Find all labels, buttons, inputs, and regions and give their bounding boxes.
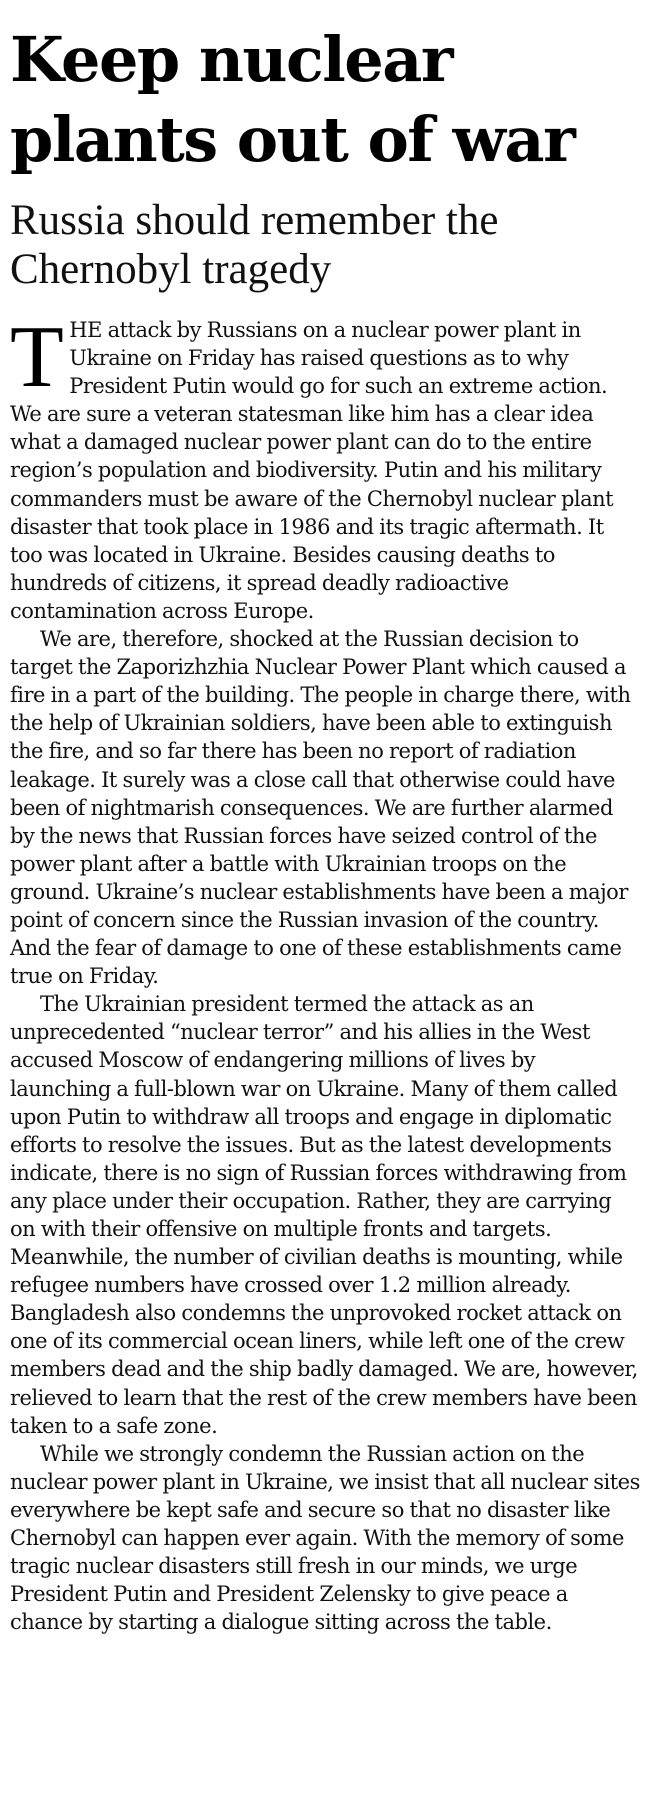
drop-cap: T — [10, 309, 64, 406]
paragraph-4: While we strongly condemn the Russian action on the nuclear power plant in Ukraine, we insist that all nuclear sites everywhere be kept safe and secure so that no disaster like Chernobyl can happen ever again. With the memory of some tragic nuclear disasters still fresh in our minds, we urge President Putin and President Zelensky to give peace a chance by starting a dialogue sitting across the table. — [10, 1441, 640, 1635]
paragraph-1-text: HE attack by Russians on a nuclear power plant in Ukraine on Friday has raised questions as to why President Putin would go for such an extreme action. We are sure a veteran statesman like him has a clear idea what a damaged nuclear power plant can do to the entire region’s population and biodiversity. Putin and his military commanders must be aware of the Chernobyl nuclear plant disaster that took place in 1986 and its tragic aftermath. It too was located in Ukraine. Besides causing deaths to hundreds of citizens, it spread deadly radioactive contamination across Europe. — [10, 318, 614, 623]
paragraph-2: We are, therefore, shocked at the Russian decision to target the Zaporizhzhia Nuclear Power Plant which caused a fire in a part of the building. The people in charge there, with the help of Ukrainian soldiers, have been able to extinguish the fire, and so far there has been no report of radiation leakage. It surely was a close call that otherwise could have been of nightmarish consequences. We are further alarmed by the news that Russian forces have seized control of the power plant after a battle with Ukrainian troops on the ground. Ukraine’s nuclear establishments have been a major point of concern since the Russian invasion of the country. And the fear of damage to one of these establishments came true on Friday. — [10, 627, 631, 989]
paragraph-1 — [10, 309, 640, 625]
headline: Keep nuclear plants out of war — [10, 23, 575, 176]
paragraph-3: The Ukrainian president termed the attack as an unprecedented “nuclear terror” and his allies in the West accused Moscow of endangering millions of lives by launching a full-blown war on Ukraine. Many of them called upon Putin to withdraw all troops and engage in diplomatic efforts to resolve the issues. But as the latest developments indicate, there is no sign of Russian forces withdrawing from any place under their occupation. Rather, they are carrying on with their offensive on multiple fronts and targets. Meanwhile, the number of civilian deaths is mounting, while refugee numbers have crossed over 1.2 million already. Bangladesh also condemns the unprovoked rocket attack on one of its commercial ocean liners, while left one of the crew members dead and the ship badly damaged. We are, however, relieved to learn that the rest of the crew members have been taken to a safe zone. — [10, 992, 638, 1438]
article-body — [10, 309, 640, 1636]
subheadline: Russia should remember the Chernobyl tragedy — [10, 197, 499, 293]
